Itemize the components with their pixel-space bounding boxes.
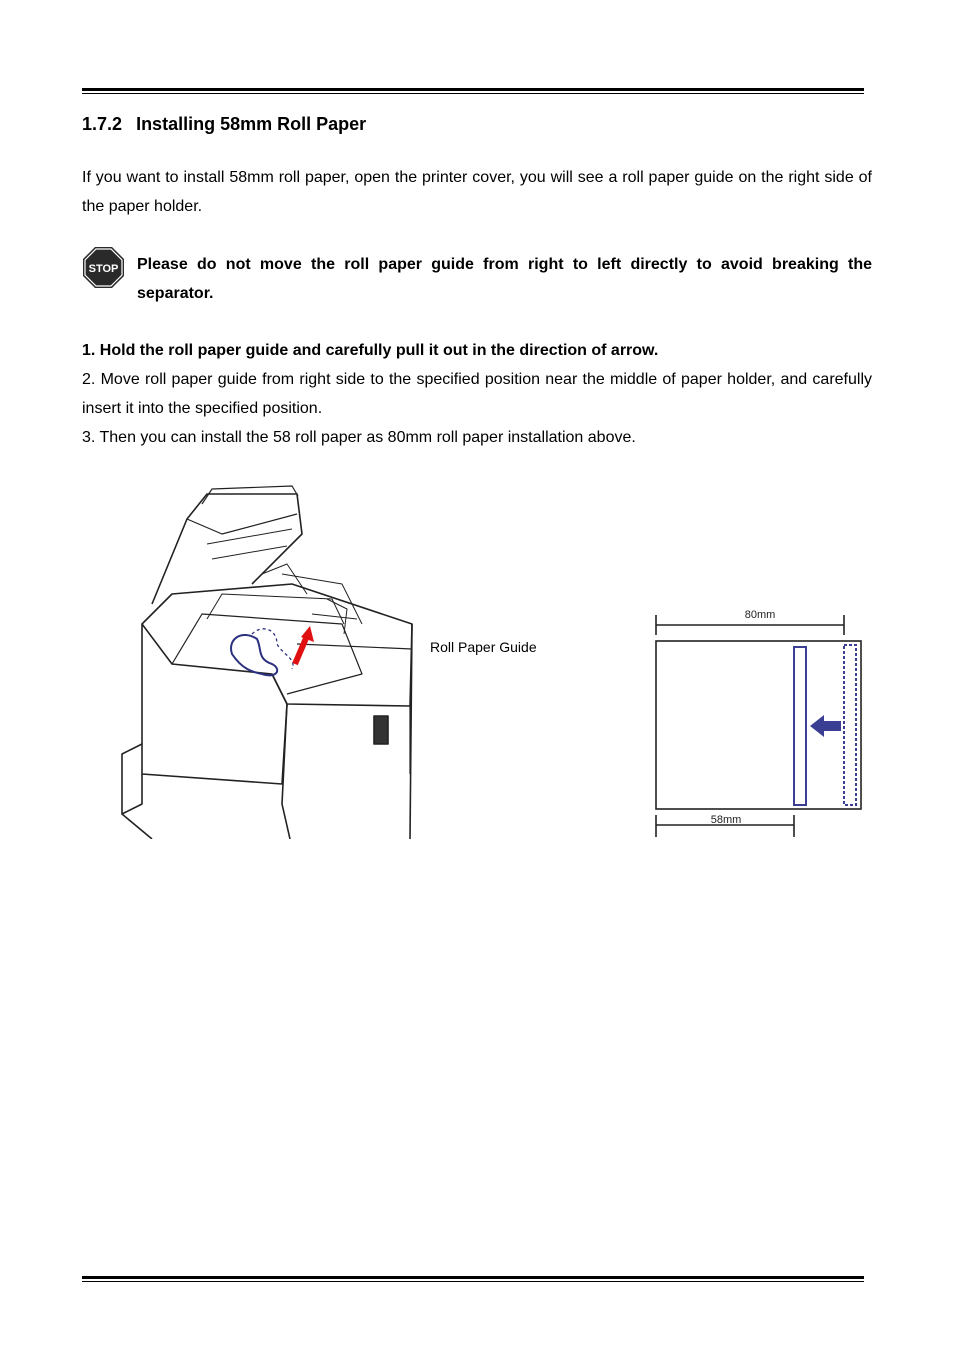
label-80mm: 80mm: [744, 609, 776, 621]
intro-paragraph: If you want to install 58mm roll paper, open the printer cover, you will see a roll paper guide on the right side of the paper holder.: [82, 169, 872, 215]
move-left-arrow: [810, 715, 841, 737]
guide-new-position: [794, 647, 806, 805]
warning-text: Please do not move the roll paper guide from right to left directly to avoid breaking the separator.: [137, 256, 872, 302]
stop-icon-label: STOP: [88, 263, 119, 275]
step-3: 3. Then you can install the 58 roll paper as 80mm roll paper installation above.: [82, 429, 636, 446]
stop-sign-icon: [82, 246, 125, 289]
step-2: 2. Move roll paper guide from right side to the specified position near the middle of paper holder, and carefully insert it into the specified position.: [82, 371, 872, 417]
paper-width-diagram: [648, 603, 868, 843]
printer-illustration: [112, 474, 607, 839]
step-1: 1. Hold the roll paper guide and carefully pull it out in the direction of arrow.: [82, 342, 659, 359]
section-title: Installing 58mm Roll Paper: [136, 114, 367, 134]
roll-paper-guide-callout: Roll Paper Guide: [430, 639, 537, 655]
section-heading: [82, 114, 366, 135]
section-number: 1.7.2: [82, 114, 123, 134]
header-rule: [82, 88, 864, 94]
guide-old-position: [844, 645, 856, 805]
footer-rule: [82, 1276, 864, 1282]
label-58mm: 58mm: [710, 814, 742, 826]
